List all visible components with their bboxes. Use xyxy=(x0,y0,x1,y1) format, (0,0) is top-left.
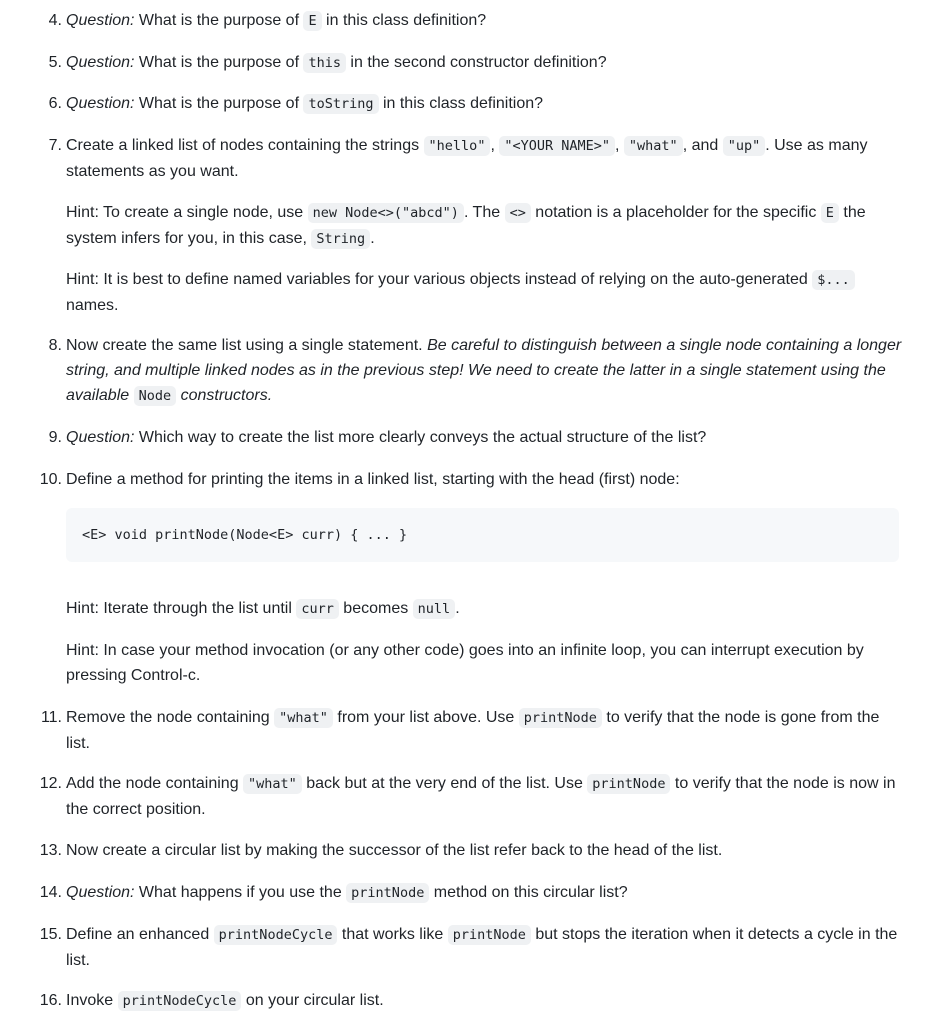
question-label: Question: xyxy=(66,54,135,71)
item-number: 5. xyxy=(48,54,62,71)
question-label: Question: xyxy=(66,12,135,29)
item-number: 8. xyxy=(48,337,62,354)
list-item-16: 16. Invoke printNodeCycle on your circular list. xyxy=(66,988,902,1014)
inline-code: printNodeCycle xyxy=(118,991,242,1011)
inline-code: null xyxy=(413,599,456,619)
inline-code: String xyxy=(311,229,370,249)
emphasis-text: Be careful to distinguish between a single node containing a longer string, and multiple linked nodes as in the previous step! We need to create the latter in a single statement using the available xyxy=(66,337,902,404)
question-label: Question: xyxy=(66,429,135,446)
item-number: 9. xyxy=(48,429,62,446)
inline-code: printNode xyxy=(519,708,602,728)
inline-code: printNode xyxy=(587,774,670,794)
inline-code: $... xyxy=(812,270,855,290)
inline-code: "hello" xyxy=(424,136,491,156)
inline-code: Node xyxy=(134,386,177,406)
list-item-4: 4. Question: What is the purpose of E in this class definition? xyxy=(66,8,902,34)
item-number: 4. xyxy=(48,12,62,29)
code-text: <E> void printNode(Node<E> curr) { ... } xyxy=(82,527,408,543)
inline-code: <> xyxy=(505,203,531,223)
question-label: Question: xyxy=(66,95,135,112)
list-item-7: 7. Create a linked list of nodes containing the strings "hello" , "<YOUR NAME>" , "what" , and "up" . Use as many statements as you want. xyxy=(66,133,902,184)
list-item-11: 11. Remove the node containing "what" from your list above. Use printNode to verify that the node is gone from the list. xyxy=(66,705,902,756)
inline-code: "<YOUR NAME>" xyxy=(499,136,615,156)
hint-paragraph: Hint: It is best to define named variables for your various objects instead of relying on the auto-generated $... names. xyxy=(66,267,902,318)
inline-code: "up" xyxy=(723,136,766,156)
emphasis-text: constructors. xyxy=(176,387,273,404)
code-block xyxy=(66,508,899,562)
list-item-15: 15. Define an enhanced printNodeCycle that works like printNode but stops the iteration when it detects a cycle in the list. xyxy=(66,922,902,973)
list-item-12: 12. Add the node containing "what" back but at the very end of the list. Use printNode to verify that the node is now in the correct position. xyxy=(66,771,902,822)
inline-code: printNodeCycle xyxy=(214,925,338,945)
inline-code: printNode xyxy=(448,925,531,945)
item-number: 13. xyxy=(39,842,62,859)
hint-paragraph: Hint: Iterate through the list until curr becomes null . xyxy=(66,600,460,617)
inline-code: "what" xyxy=(243,774,302,794)
item-number: 7. xyxy=(48,137,62,154)
item-number: 11. xyxy=(40,709,62,726)
item-number: 12. xyxy=(39,775,62,792)
list-item-14: 14. Question: What happens if you use the printNode method on this circular list? xyxy=(66,880,902,906)
list-item-9: 9. Question: Which way to create the list more clearly conveys the actual structure of the list? xyxy=(66,425,902,450)
inline-code: E xyxy=(303,11,321,31)
inline-code: "what" xyxy=(624,136,683,156)
hint-paragraph: Hint: In case your method invocation (or any other code) goes into an infinite loop, you can interrupt execution by pressing Control-c. xyxy=(66,642,864,684)
inline-code: this xyxy=(303,53,346,73)
item-number: 10. xyxy=(39,471,62,488)
hint-paragraph: Hint: To create a single node, use new Node<>("abcd") . The <> notation is a placeholder for the specific E the system infers for you, in this case, String . xyxy=(66,204,866,247)
list-item-10: 10. Define a method for printing the items in a linked list, starting with the head (first) node: xyxy=(66,467,902,492)
item-number: 15. xyxy=(39,926,62,943)
inline-code: printNode xyxy=(346,883,429,903)
inline-code: curr xyxy=(296,599,339,619)
inline-code: new Node<>("abcd") xyxy=(308,203,464,223)
list-item-5: 5. Question: What is the purpose of this in the second constructor definition? xyxy=(66,50,902,76)
inline-code: E xyxy=(821,203,839,223)
list-item-6: 6. Question: What is the purpose of toString in this class definition? xyxy=(66,91,902,117)
list-item-13: 13. Now create a circular list by making the successor of the list refer back to the head of the list. xyxy=(66,838,902,863)
inline-code: "what" xyxy=(274,708,333,728)
question-label: Question: xyxy=(66,884,135,901)
inline-code: toString xyxy=(303,94,378,114)
list-item-8: 8. Now create the same list using a single statement. Be careful to distinguish between a single node containing a longer string, and multiple linked nodes as in the previous step! We need to create the latter in a single statement using the available Node constructors. xyxy=(66,333,902,409)
item-number: 16. xyxy=(39,992,62,1009)
item-number: 14. xyxy=(39,884,62,901)
item-number: 6. xyxy=(48,95,62,112)
